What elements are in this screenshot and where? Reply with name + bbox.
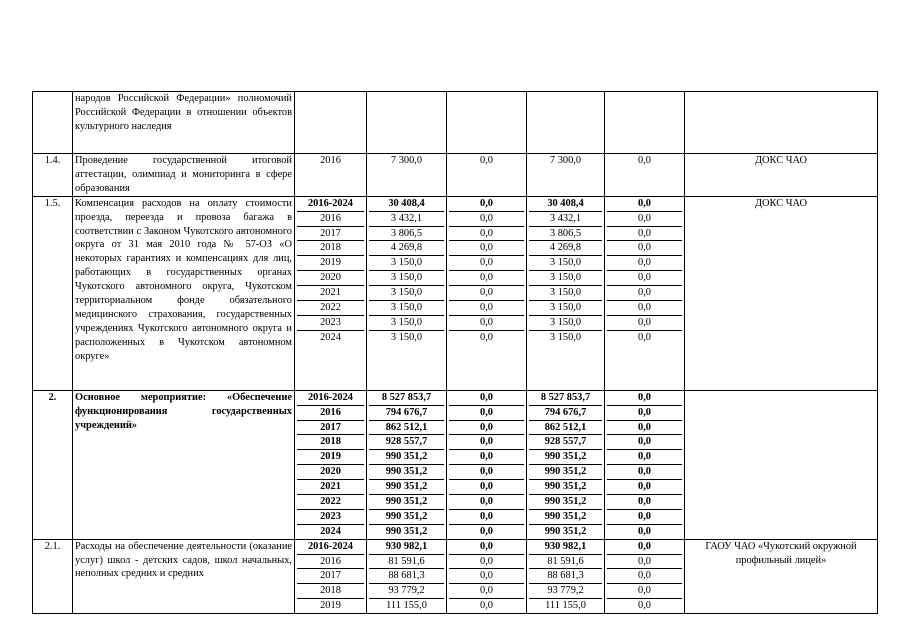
amount-value: 0,0	[607, 301, 682, 316]
period-value: 2022	[297, 495, 364, 510]
amount-value: 3 150,0	[369, 256, 444, 271]
amount-value: 0,0	[480, 600, 493, 612]
amount-value: 0,0	[607, 450, 682, 465]
amount-value: 928 557,7	[529, 435, 602, 450]
table-row	[33, 539, 878, 613]
amount-value: 0,0	[449, 316, 524, 331]
period-value: 2016-2024	[297, 391, 364, 406]
amount-value: 3 806,5	[369, 227, 444, 242]
amount-value: 862 512,1	[529, 421, 602, 436]
amount-value: 990 351,2	[529, 480, 602, 495]
table-row	[33, 154, 878, 197]
period-value: 2016	[320, 155, 341, 166]
amount-value: 0,0	[449, 495, 524, 510]
period-value: 2021	[297, 286, 364, 301]
amount-value: 3 150,0	[529, 301, 602, 316]
table-row	[33, 390, 878, 539]
measure-description: Расходы на обеспечение деятельности (оказание услуг) школ - детских садов, школ начальных, неполных средних и средних	[73, 539, 295, 613]
period-value: 2018	[297, 584, 364, 599]
period-value: 2019	[320, 600, 341, 612]
amount-value: 88 681,3	[529, 569, 602, 584]
amount-value: 0,0	[449, 540, 524, 555]
amount-value: 794 676,7	[369, 406, 444, 421]
amount-cell-reg	[527, 196, 605, 390]
amount-value: 0,0	[480, 155, 493, 166]
amount-value: 3 150,0	[369, 301, 444, 316]
amount-value: 7 300,0	[549, 155, 582, 166]
amount-value: 0,0	[449, 301, 524, 316]
amount-value: 7 300,0	[390, 155, 423, 166]
amount-value: 0,0	[607, 212, 682, 227]
amount-value: 0,0	[449, 271, 524, 286]
period-value: 2016	[297, 406, 364, 421]
amount-value: 990 351,2	[529, 465, 602, 480]
amount-value: 0,0	[449, 406, 524, 421]
amount-value: 0,0	[449, 480, 524, 495]
measure-description: Основное мероприятие: «Обеспечение функционирования государственных учреждений»	[73, 390, 295, 539]
amount-cell-total	[367, 539, 447, 613]
amount-value: 990 351,2	[369, 510, 444, 525]
period-value: 2024	[320, 331, 341, 343]
period-cell	[295, 196, 367, 390]
amount-value: 3 150,0	[369, 286, 444, 301]
amount-value: 928 557,7	[369, 435, 444, 450]
amount-cell-other	[605, 196, 685, 390]
amount-value: 111 155,0	[545, 600, 586, 612]
row-number: 2.1.	[33, 539, 73, 613]
amount-value: 3 150,0	[529, 316, 602, 331]
amount-value: 0,0	[449, 241, 524, 256]
amount-value: 862 512,1	[369, 421, 444, 436]
amount-cell-total	[367, 196, 447, 390]
amount-value: 990 351,2	[385, 525, 428, 537]
amount-value: 3 150,0	[369, 271, 444, 286]
amount-value: 0,0	[449, 256, 524, 271]
amount-value: 3 432,1	[529, 212, 602, 227]
amount-value: 990 351,2	[369, 465, 444, 480]
amount-value: 0,0	[607, 227, 682, 242]
amount-value: 3 150,0	[390, 331, 423, 343]
amount-value: 0,0	[607, 435, 682, 450]
amount-cell-fed	[447, 196, 527, 390]
amount-value: 0,0	[449, 435, 524, 450]
amount-value: 990 351,2	[544, 525, 587, 537]
period-value: 2024	[320, 525, 341, 537]
amount-value: 0,0	[607, 569, 682, 584]
row-number: 2.	[33, 390, 73, 539]
executor-cell	[685, 92, 878, 154]
amount-value: 30 408,4	[369, 197, 444, 212]
amount-value: 930 982,1	[369, 540, 444, 555]
amount-value: 0,0	[607, 555, 682, 570]
amount-value: 3 150,0	[529, 256, 602, 271]
budget-table	[32, 91, 878, 614]
period-value: 2016	[297, 555, 364, 570]
measure-description: Проведение государственной итоговой аттестации, олимпиад и мониторинга в сфере образования	[73, 154, 295, 197]
amount-value: 3 150,0	[529, 286, 602, 301]
amount-cell-other	[605, 92, 685, 154]
amount-value: 0,0	[607, 465, 682, 480]
amount-value: 0,0	[449, 212, 524, 227]
amount-value: 8 527 853,7	[529, 391, 602, 406]
amount-value: 0,0	[449, 391, 524, 406]
amount-value: 3 432,1	[369, 212, 444, 227]
period-value: 2018	[297, 435, 364, 450]
amount-value: 0,0	[607, 495, 682, 510]
amount-value: 0,0	[638, 331, 651, 343]
amount-cell-total	[367, 154, 447, 197]
amount-cell-fed	[447, 154, 527, 197]
amount-value: 0,0	[607, 584, 682, 599]
amount-value: 81 591,6	[529, 555, 602, 570]
amount-cell-fed	[447, 390, 527, 539]
amount-value: 0,0	[480, 331, 493, 343]
amount-value: 0,0	[449, 286, 524, 301]
amount-cell-reg	[527, 92, 605, 154]
period-value: 2020	[297, 271, 364, 286]
amount-cell-other	[605, 154, 685, 197]
amount-value: 8 527 853,7	[369, 391, 444, 406]
period-cell	[295, 390, 367, 539]
amount-value: 0,0	[607, 480, 682, 495]
period-cell	[295, 92, 367, 154]
amount-value: 0,0	[607, 391, 682, 406]
period-value: 2016	[297, 212, 364, 227]
amount-value: 4 269,8	[529, 241, 602, 256]
executor-cell: ДОКС ЧАО	[685, 154, 878, 197]
amount-cell-reg	[527, 390, 605, 539]
period-value: 2016-2024	[297, 540, 364, 555]
amount-value: 0,0	[449, 465, 524, 480]
amount-value: 990 351,2	[369, 495, 444, 510]
amount-value: 3 150,0	[549, 331, 582, 343]
amount-value: 0,0	[449, 569, 524, 584]
amount-cell-other	[605, 539, 685, 613]
table-row	[33, 92, 878, 154]
amount-value: 0,0	[449, 450, 524, 465]
amount-value: 0,0	[607, 540, 682, 555]
table-row	[33, 196, 878, 390]
amount-value: 0,0	[638, 600, 651, 612]
period-value: 2018	[297, 241, 364, 256]
amount-value: 0,0	[449, 197, 524, 212]
amount-value: 0,0	[449, 510, 524, 525]
amount-value: 0,0	[607, 421, 682, 436]
amount-value: 3 150,0	[529, 271, 602, 286]
amount-value: 0,0	[449, 555, 524, 570]
executor-cell	[685, 390, 878, 539]
period-value: 2019	[297, 256, 364, 271]
period-value: 2022	[297, 301, 364, 316]
amount-value: 990 351,2	[529, 495, 602, 510]
period-value: 2016-2024	[297, 197, 364, 212]
amount-value: 3 806,5	[529, 227, 602, 242]
period-value: 2017	[297, 227, 364, 242]
amount-value: 0,0	[449, 421, 524, 436]
executor-cell: ГАОУ ЧАО «Чукотский окружной профильный лицей»	[685, 539, 878, 613]
amount-value: 0,0	[607, 406, 682, 421]
period-value: 2017	[297, 569, 364, 584]
amount-value: 0,0	[449, 584, 524, 599]
amount-value: 0,0	[607, 241, 682, 256]
amount-value: 930 982,1	[529, 540, 602, 555]
amount-value: 0,0	[607, 256, 682, 271]
amount-value: 81 591,6	[369, 555, 444, 570]
period-value: 2023	[297, 316, 364, 331]
amount-value: 30 408,4	[529, 197, 602, 212]
executor-cell: ДОКС ЧАО	[685, 196, 878, 390]
amount-value: 111 155,0	[386, 600, 427, 612]
period-value: 2019	[297, 450, 364, 465]
period-value: 2017	[297, 421, 364, 436]
period-value: 2021	[297, 480, 364, 495]
amount-value: 990 351,2	[529, 450, 602, 465]
row-number: 1.4.	[33, 154, 73, 197]
amount-value: 990 351,2	[369, 480, 444, 495]
row-number	[33, 92, 73, 154]
amount-value: 0,0	[638, 155, 651, 166]
amount-cell-reg	[527, 539, 605, 613]
amount-value: 93 779,2	[529, 584, 602, 599]
measure-description: Компенсация расходов на оплату стоимости проезда, переезда и провоза багажа в соответствии с Законом Чукотского автономного округа от 31 мая 2010 года № 57-ОЗ «О некоторых гарантиях и компенсациях для лиц, работающих в государственных органах Чукотского автономного округа, Чукотском территориальном фонде обязательного медицинского страхования, государственных учреждениях Чукотского автономного округа и расположенных в Чукотском автономном округе»	[73, 196, 295, 390]
amount-value: 0,0	[607, 197, 682, 212]
table-body	[33, 92, 878, 614]
amount-cell-other	[605, 390, 685, 539]
amount-value: 0,0	[607, 286, 682, 301]
amount-value: 88 681,3	[369, 569, 444, 584]
period-cell	[295, 539, 367, 613]
amount-cell-total	[367, 92, 447, 154]
period-value: 2023	[297, 510, 364, 525]
amount-value: 0,0	[607, 510, 682, 525]
amount-value: 0,0	[449, 227, 524, 242]
amount-value: 794 676,7	[529, 406, 602, 421]
amount-cell-fed	[447, 539, 527, 613]
amount-cell-total	[367, 390, 447, 539]
period-value: 2020	[297, 465, 364, 480]
amount-value: 0,0	[638, 525, 651, 537]
period-cell	[295, 154, 367, 197]
amount-value: 990 351,2	[369, 450, 444, 465]
amount-value: 0,0	[480, 525, 493, 537]
amount-value: 4 269,8	[369, 241, 444, 256]
amount-value: 93 779,2	[369, 584, 444, 599]
measure-description: народов Российской Федерации» полномочий Российской Федерации в отношении объектов культурного наследия	[73, 92, 295, 154]
amount-cell-fed	[447, 92, 527, 154]
amount-value: 3 150,0	[369, 316, 444, 331]
amount-cell-reg	[527, 154, 605, 197]
row-number: 1.5.	[33, 196, 73, 390]
amount-value: 990 351,2	[529, 510, 602, 525]
amount-value: 0,0	[607, 316, 682, 331]
amount-value: 0,0	[607, 271, 682, 286]
